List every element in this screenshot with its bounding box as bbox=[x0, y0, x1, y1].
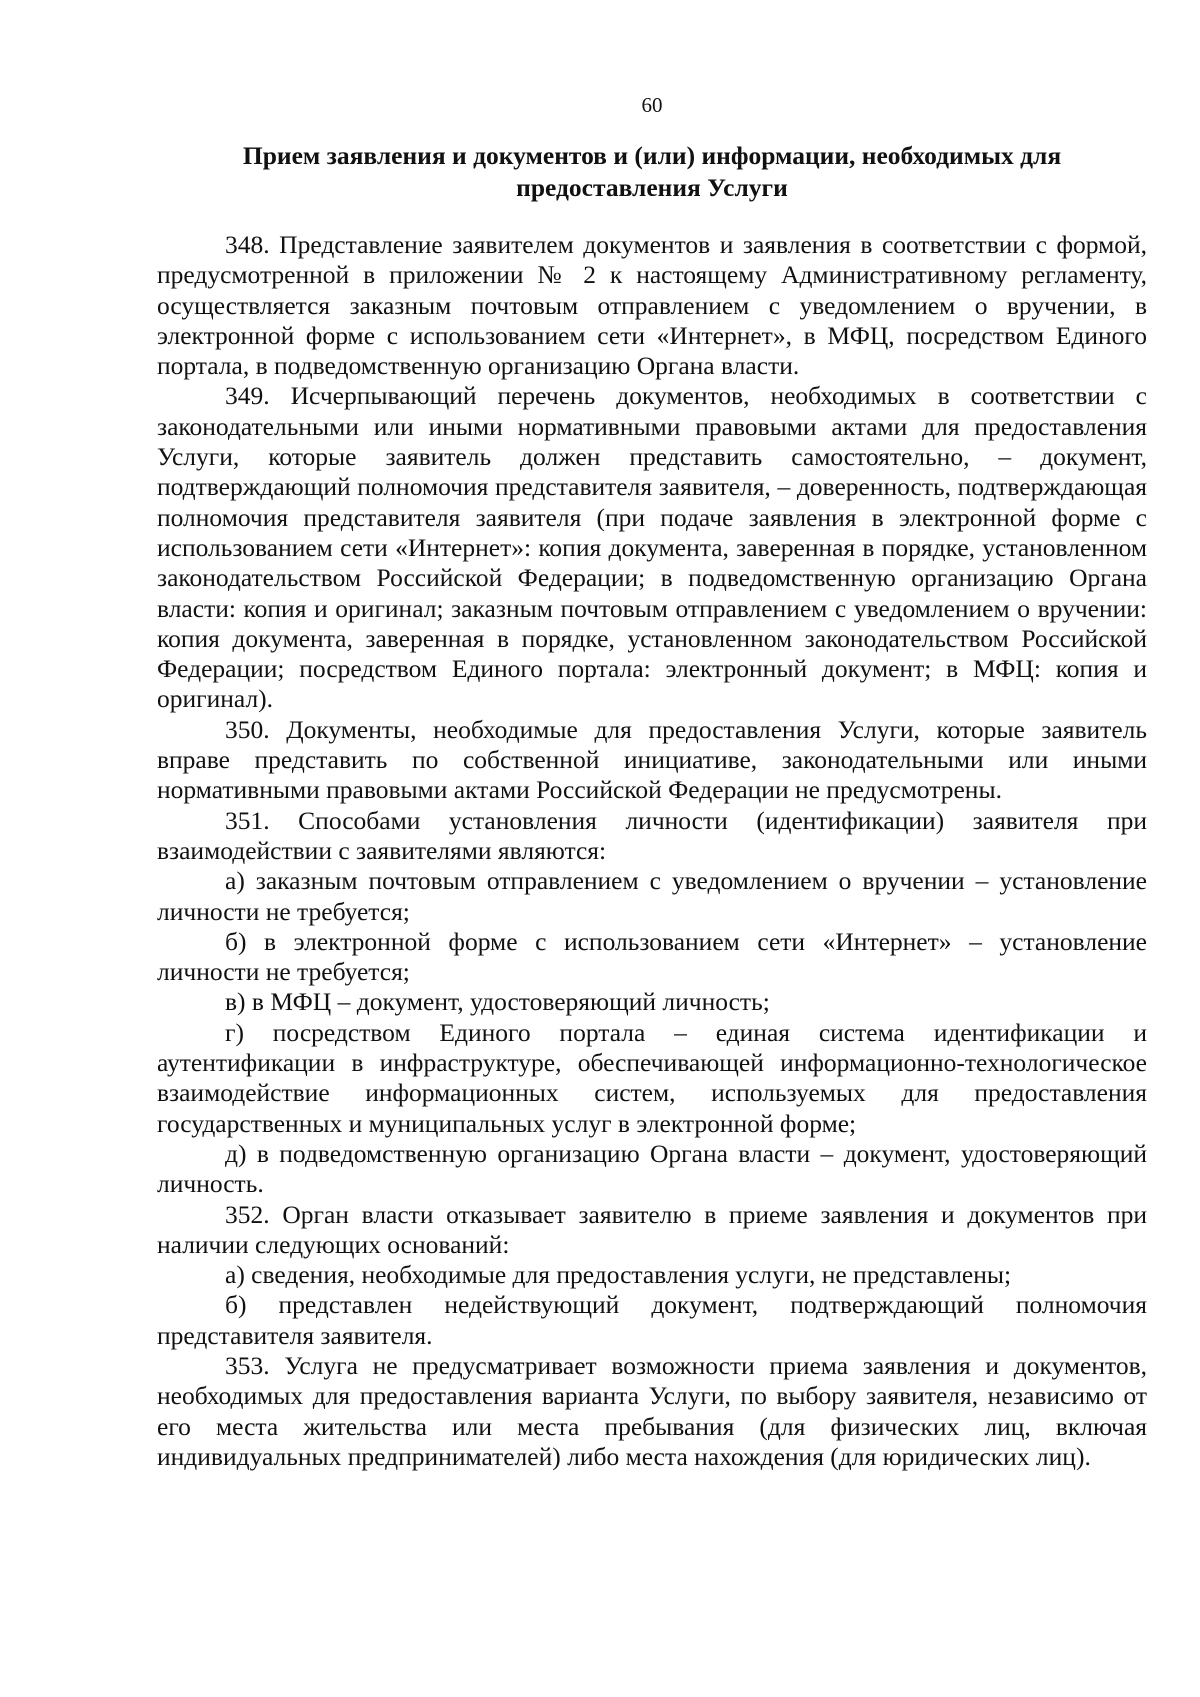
document-body bbox=[157, 230, 1147, 1472]
paragraph-351-b: б) в электронной форме с использованием сети «Интернет» – установление личности не требуется; bbox=[157, 926, 1147, 987]
paragraph-352-b: б) представлен недействующий документ, подтверждающий полномочия представителя заявителя. bbox=[157, 1290, 1147, 1350]
section-heading-line: предоставления Услуги bbox=[516, 173, 788, 202]
paragraph-351-a: а) заказным почтовым отправлением с уведомлением о вручении – установление личности не требуется; bbox=[157, 866, 1147, 926]
paragraph-351-v: в) в МФЦ – документ, удостоверяющий личность; bbox=[225, 987, 770, 1017]
document-page bbox=[157, 92, 1147, 1472]
paragraph-350: 350. Документы, необходимые для предоставления Услуги, которые заявитель вправе представить по собственной инициативе, законодательными или иными нормативными правовыми актами Российской Федерации не предусмотрены. bbox=[157, 714, 1147, 805]
paragraph-352: 352. Орган власти отказывает заявителю в приеме заявления и документов при наличии следующих оснований: bbox=[157, 1199, 1147, 1259]
section-heading bbox=[157, 140, 1147, 204]
paragraph-351: 351. Способами установления личности (идентификации) заявителя при взаимодействии с заявителями являются: bbox=[157, 805, 1147, 865]
paragraph-351-g: г) посредством Единого портала – единая система идентификации и аутентификации в инфраструктуре, обеспечивающей информационно-технологическое взаимодействие информационных систем, используемых для предоставления государственных и муниципальных услуг в электронной форме; bbox=[157, 1017, 1147, 1138]
paragraph-351-d: д) в подведомственную организацию Органа власти – документ, удостоверяющий личность. bbox=[157, 1138, 1147, 1199]
paragraph-349: 349. Исчерпывающий перечень документов, необходимых в соответствии с законодательными или иными нормативными правовыми актами для предоставления Услуги, которые заявитель должен представить самостоятельно, – документ, подтверждающий полномочия представителя заявителя, – доверенность, подтверждающая полномочия представителя заявителя (при подаче заявления в электронной форме с использованием сети «Интернет»: копия документа, заверенная в порядке, установленном законодательством Российской Федерации; в подведомственную организацию Органа власти: копия и оригинал; заказным почтовым отправлением с уведомлением о вручении: копия документа, заверенная в порядке, установленном законодательством Российской Федерации; посредством Единого портала: электронный документ; в МФЦ: копия и оригинал). bbox=[157, 381, 1147, 714]
paragraph-352-a: а) сведения, необходимые для предоставления услуги, не представлены; bbox=[225, 1260, 1012, 1290]
paragraph-353: 353. Услуга не предусматривает возможности приема заявления и документов, необходимых для предоставления варианта Услуги, по выбору заявителя, независимо от его места жительства или места пребывания (для физических лиц, включая индивидуальных предпринимателей) либо места нахождения (для юридических лиц). bbox=[157, 1350, 1147, 1471]
paragraph-348: 348. Представление заявителем документов и заявления в соответствии с формой, предусмотренной в приложении № 2 к настоящему Административному регламенту, осуществляется заказным почтовым отправлением с уведомлением о вручении, в электронной форме с использованием сети «Интернет», в МФЦ, посредством Единого портала, в подведомственную организацию Органа власти. bbox=[157, 230, 1147, 381]
page-number: 60 bbox=[641, 93, 663, 117]
section-heading-line: Прием заявления и документов и (или) информации, необходимых для bbox=[242, 141, 1062, 170]
